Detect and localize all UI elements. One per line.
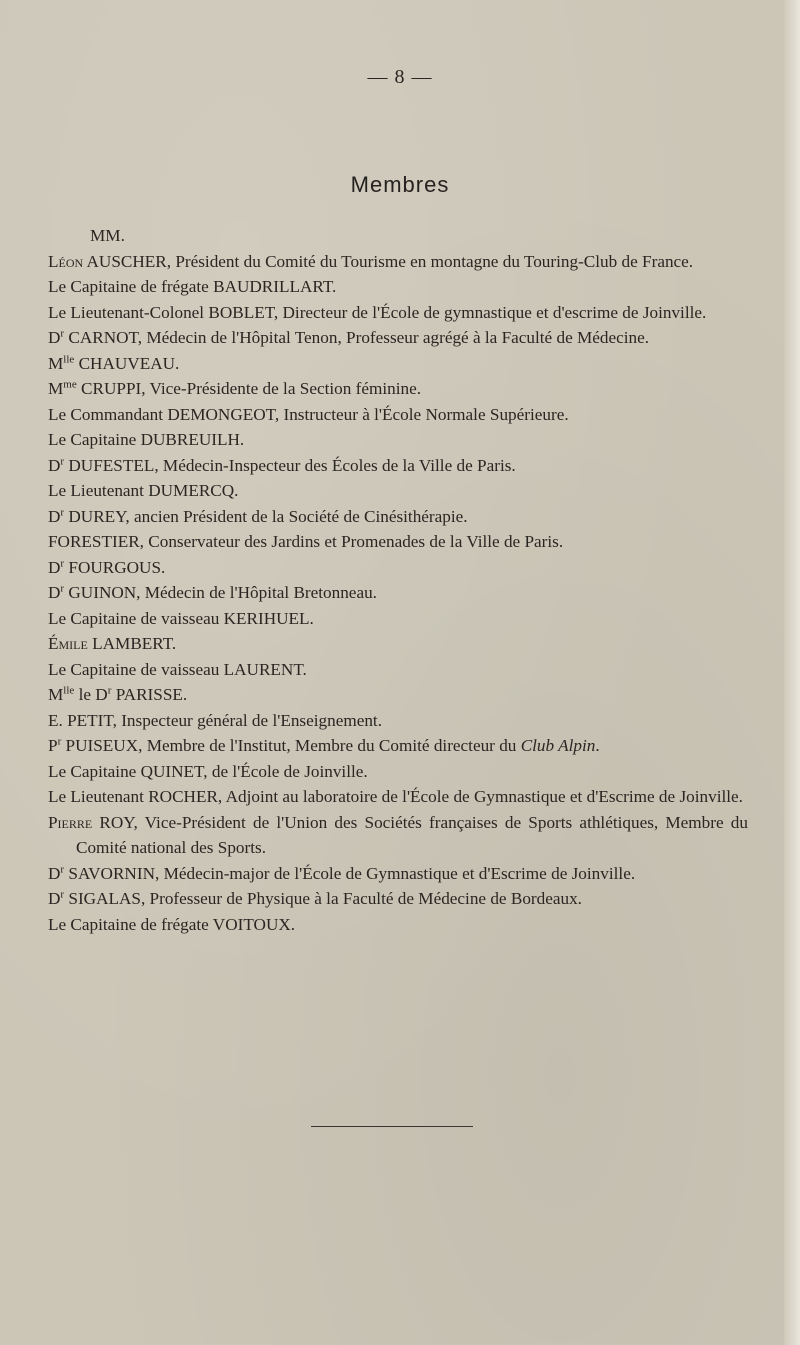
club-name: Club Alpin <box>520 736 596 755</box>
member-entry <box>48 631 748 657</box>
member-entry <box>48 402 748 428</box>
member-entry <box>48 580 748 606</box>
member-entry <box>48 453 748 479</box>
member-text: PUISEUX, Membre de l'Institut, Membre du Comité directeur du <box>61 736 521 755</box>
member-entry <box>48 325 748 351</box>
member-entry <box>48 300 748 326</box>
page-number: — 8 — <box>367 66 433 88</box>
member-text: Le Capitaine de frégate VOITOUX. <box>48 914 296 934</box>
title-superscript: r <box>60 862 65 875</box>
member-text: E. PETIT, Inspecteur général de l'Enseignement. <box>48 710 382 730</box>
member-text: M <box>48 685 64 704</box>
member-text: D <box>48 506 61 526</box>
member-text: CARNOT, Médecin de l'Hôpital Tenon, Professeur agrégé à la Faculté de Médecine. <box>64 328 650 347</box>
page-edge <box>784 0 800 1345</box>
member-text: Le Capitaine de frégate BAUDRILLART. <box>48 277 337 296</box>
member-text: D <box>48 583 61 602</box>
member-text: M <box>48 379 64 398</box>
member-first-name: Émile <box>48 634 88 653</box>
title-superscript: r <box>60 454 65 467</box>
member-text: CHAUVEAU. <box>74 353 180 373</box>
member-text: Le Commandant DEMONGEOT, Instructeur à l'École Normale Supérieure. <box>48 404 569 424</box>
member-text: FORESTIER, Conservateur des Jardins et Promenades de la Ville de Paris. <box>48 532 564 551</box>
member-entry <box>48 478 748 504</box>
member-text: ROY, Vice-Président de l'Union des Sociétés françaises de Sports athlétiques, Membre du Comité national des Sports. <box>76 812 748 857</box>
member-first-name: Léon <box>48 251 84 271</box>
member-text: D <box>48 328 61 347</box>
end-rule <box>311 1126 473 1127</box>
title-superscript: lle <box>63 684 75 697</box>
member-text: Le Lieutenant-Colonel BOBLET, Directeur de l'École de gymnastique et d'escrime de Joinville. <box>48 302 707 322</box>
member-text: FOURGOUS. <box>64 557 166 577</box>
title-superscript: r <box>60 327 65 340</box>
member-text: Le Capitaine de vaisseau KERIHUEL. <box>48 608 314 628</box>
member-text: LAMBERT. <box>87 634 177 653</box>
member-entry <box>48 427 748 453</box>
member-entry <box>48 810 748 861</box>
member-text: P <box>48 736 58 755</box>
member-entry <box>48 529 748 555</box>
title-superscript: r <box>60 556 65 569</box>
member-entry <box>48 274 748 300</box>
member-text: DUREY, ancien Président de la Société de Cinésithérapie. <box>64 506 468 526</box>
member-text: D <box>48 557 61 577</box>
title-superscript: r <box>107 684 112 697</box>
member-entry <box>48 912 748 938</box>
member-entry <box>48 504 748 530</box>
member-entry <box>48 351 748 377</box>
member-text: . <box>595 736 600 755</box>
member-text: DUFESTEL, Médecin-Inspecteur des Écoles de la Ville de Paris. <box>64 455 516 475</box>
member-text: M <box>48 353 64 373</box>
member-text: GUINON, Médecin de l'Hôpital Bretonneau. <box>64 583 377 602</box>
section-title: Membres <box>350 172 450 197</box>
member-text: D <box>48 889 61 908</box>
member-entry <box>48 555 748 581</box>
member-text: Le Lieutenant DUMERCQ. <box>48 481 239 500</box>
member-text: D <box>48 863 61 883</box>
member-entry <box>48 249 748 275</box>
member-text: D <box>48 455 61 475</box>
member-text: SAVORNIN, Médecin-major de l'École de Gymnastique et d'Escrime de Joinville. <box>64 863 636 883</box>
member-text: Le Lieutenant ROCHER, Adjoint au laboratoire de l'École de Gymnastique et d'Escrime de Joinville. <box>48 787 743 806</box>
salutation: MM. <box>90 226 125 245</box>
member-entries <box>48 249 748 938</box>
title-superscript: r <box>60 888 65 901</box>
member-entry <box>48 376 748 402</box>
member-entry <box>48 861 748 887</box>
title-superscript: lle <box>63 352 75 365</box>
member-entry <box>48 784 748 810</box>
member-entry <box>48 733 748 759</box>
title-superscript: r <box>60 505 65 518</box>
member-entry <box>48 657 748 683</box>
title-superscript: r <box>60 582 65 595</box>
members-list <box>48 223 748 937</box>
member-text: le D <box>74 685 108 704</box>
member-text: Le Capitaine DUBREUILH. <box>48 430 245 449</box>
member-entry <box>48 886 748 912</box>
title-superscript: me <box>63 378 77 391</box>
member-text: Le Capitaine QUINET, de l'École de Joinville. <box>48 761 368 781</box>
member-text: Le Capitaine de vaisseau LAURENT. <box>48 659 307 679</box>
member-text: AUSCHER, Président du Comité du Tourisme en montagne du Touring-Club de France. <box>83 251 694 271</box>
member-text: SIGALAS, Professeur de Physique à la Faculté de Médecine de Bordeaux. <box>64 889 582 908</box>
member-entry <box>48 759 748 785</box>
member-text: PARISSE. <box>111 685 188 704</box>
member-entry <box>48 708 748 734</box>
member-text: CRUPPI, Vice-Présidente de la Section féminine. <box>76 379 421 398</box>
member-entry <box>48 606 748 632</box>
member-first-name: Pierre <box>48 812 93 832</box>
title-superscript: r <box>57 735 62 748</box>
member-entry <box>48 682 748 708</box>
